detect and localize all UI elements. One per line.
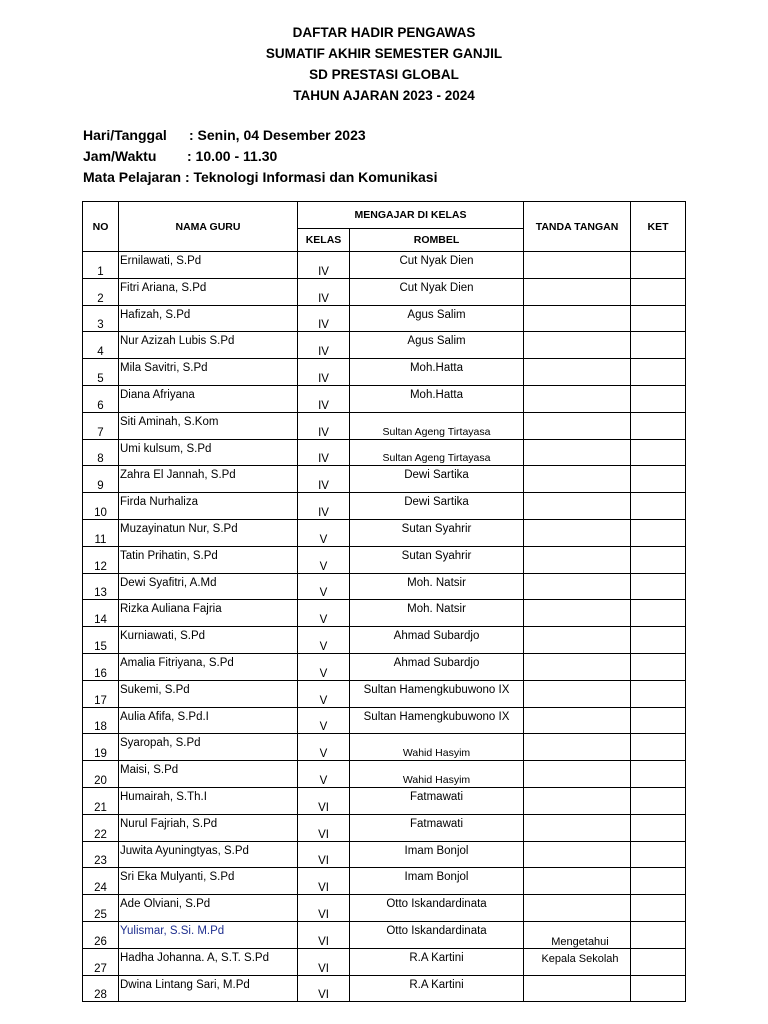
rombel-name: Moh.Hatta [350,359,524,386]
teacher-name: Nurul Fajriah, S.Pd [119,814,298,841]
rombel-name: Moh. Natsir [350,573,524,600]
teacher-name: Rizka Auliana Fajria [119,600,298,627]
teacher-name: Syaropah, S.Pd [119,734,298,761]
signature-cell [524,841,631,868]
table-header-row [83,202,686,229]
row-number: 17 [83,680,119,707]
class-level: VI [298,975,350,1002]
row-number: 22 [83,814,119,841]
time-value: : 10.00 - 11.30 [187,148,278,164]
signature-cell [524,305,631,332]
table-row [83,439,686,466]
class-level: VI [298,841,350,868]
class-level: V [298,519,350,546]
class-level: IV [298,332,350,359]
teacher-name: Firda Nurhaliza [119,493,298,520]
note-cell [631,305,686,332]
table-row [83,385,686,412]
row-number: 21 [83,787,119,814]
title-line-1: DAFTAR HADIR PENGAWAS [292,25,476,40]
teacher-name: Tatin Prihatin, S.Pd [119,546,298,573]
row-number: 26 [83,921,119,948]
note-cell [631,761,686,788]
teacher-name: Zahra El Jannah, S.Pd [119,466,298,493]
teacher-name: Mila Savitri, S.Pd [119,359,298,386]
class-level: V [298,600,350,627]
table-row [83,814,686,841]
row-number: 23 [83,841,119,868]
row-number: 1 [83,252,119,279]
note-cell [631,412,686,439]
row-number: 14 [83,600,119,627]
teacher-name: Ernilawati, S.Pd [119,252,298,279]
day-value: : Senin, 04 Desember 2023 [189,127,366,143]
table-row [83,519,686,546]
signature-block [500,934,660,968]
rombel-name: Sutan Syahrir [350,546,524,573]
class-level: IV [298,493,350,520]
rombel-name: Sutan Syahrir [350,519,524,546]
teacher-name: Yulismar, S.Si. M.Pd [119,921,298,948]
rombel-name: Wahid Hasyim [350,761,524,788]
table-row [83,412,686,439]
class-level: IV [298,305,350,332]
rombel-name: Fatmawati [350,787,524,814]
note-cell [631,493,686,520]
class-level: V [298,707,350,734]
signature-cell [524,627,631,654]
note-cell [631,653,686,680]
note-cell [631,439,686,466]
rombel-name: Dewi Sartika [350,466,524,493]
col-ket-header: KET [631,202,686,252]
row-number: 25 [83,895,119,922]
table-row [83,653,686,680]
note-cell [631,787,686,814]
col-name-header: NAMA GURU [119,202,298,252]
attendance-table [82,201,686,1002]
row-number: 7 [83,412,119,439]
note-cell [631,814,686,841]
table-row [83,600,686,627]
signature-cell [524,975,631,1002]
rombel-name: Wahid Hasyim [350,734,524,761]
class-level: VI [298,948,350,975]
acknowledged-label: Mengetahui [551,936,609,948]
note-cell [631,841,686,868]
rombel-name: Otto Iskandardinata [350,921,524,948]
table-row [83,787,686,814]
note-cell [631,573,686,600]
note-cell [631,868,686,895]
table-row [83,868,686,895]
signature-cell [524,439,631,466]
note-cell [631,600,686,627]
class-level: V [298,653,350,680]
teacher-name: Muzayinatun Nur, S.Pd [119,519,298,546]
note-cell [631,707,686,734]
class-level: IV [298,252,350,279]
signature-cell [524,734,631,761]
signature-cell [524,895,631,922]
class-level: VI [298,814,350,841]
rombel-name: Sultan Hamengkubuwono IX [350,707,524,734]
note-cell [631,359,686,386]
class-level: V [298,734,350,761]
signature-cell [524,519,631,546]
signature-cell [524,761,631,788]
table-body [83,252,686,1002]
teacher-name: Aulia Afifa, S.Pd.I [119,707,298,734]
row-number: 13 [83,573,119,600]
signature-cell [524,278,631,305]
note-cell [631,975,686,1002]
day-label: Hari/Tanggal [83,127,167,143]
col-no-header: NO [83,202,119,252]
signature-cell [524,600,631,627]
rombel-name: Agus Salim [350,332,524,359]
signature-cell [524,868,631,895]
note-cell [631,734,686,761]
class-level: IV [298,439,350,466]
table-row [83,975,686,1002]
day-row [83,125,437,146]
teacher-name: Sri Eka Mulyanti, S.Pd [119,868,298,895]
signature-cell [524,385,631,412]
document-title-block [0,22,768,106]
time-label: Jam/Waktu [83,148,157,164]
table-row [83,680,686,707]
rombel-name: Agus Salim [350,305,524,332]
rombel-name: R.A Kartini [350,975,524,1002]
signature-cell [524,814,631,841]
class-level: V [298,573,350,600]
title-line-3: SD PRESTASI GLOBAL [309,67,459,82]
signature-cell [524,707,631,734]
class-level: V [298,546,350,573]
table-row [83,734,686,761]
teacher-name: Umi kulsum, S.Pd [119,439,298,466]
class-level: VI [298,868,350,895]
table-row [83,359,686,386]
rombel-name: Cut Nyak Dien [350,252,524,279]
row-number: 18 [83,707,119,734]
class-level: V [298,627,350,654]
class-level: IV [298,466,350,493]
teacher-name: Sukemi, S.Pd [119,680,298,707]
rombel-name: Dewi Sartika [350,493,524,520]
col-rombel-header: ROMBEL [350,229,524,252]
rombel-name: Imam Bonjol [350,868,524,895]
row-number: 9 [83,466,119,493]
class-level: VI [298,921,350,948]
rombel-name: Moh. Natsir [350,600,524,627]
table-row [83,761,686,788]
class-level: VI [298,787,350,814]
teacher-name: Diana Afriyana [119,385,298,412]
teacher-name: Ade Olviani, S.Pd [119,895,298,922]
row-number: 4 [83,332,119,359]
signature-cell [524,573,631,600]
row-number: 28 [83,975,119,1002]
note-cell [631,278,686,305]
signature-cell [524,412,631,439]
note-cell [631,546,686,573]
class-level: V [298,761,350,788]
teacher-name: Kurniawati, S.Pd [119,627,298,654]
signature-cell [524,653,631,680]
teacher-name: Maisi, S.Pd [119,761,298,788]
row-number: 11 [83,519,119,546]
rombel-name: Imam Bonjol [350,841,524,868]
row-number: 24 [83,868,119,895]
row-number: 10 [83,493,119,520]
signature-cell [524,332,631,359]
table-row [83,841,686,868]
table-row [83,627,686,654]
principal-label: Kepala Sekolah [541,953,619,965]
title-line-2: SUMATIF AKHIR SEMESTER GANJIL [265,46,503,61]
row-number: 2 [83,278,119,305]
rombel-name: Moh.Hatta [350,385,524,412]
rombel-name: R.A Kartini [350,948,524,975]
note-cell [631,680,686,707]
row-number: 19 [83,734,119,761]
rombel-name: Cut Nyak Dien [350,278,524,305]
table-row [83,278,686,305]
signature-cell [524,680,631,707]
note-cell [631,332,686,359]
signature-cell [524,359,631,386]
signature-cell [524,546,631,573]
rombel-name: Ahmad Subardjo [350,627,524,654]
teacher-name: Siti Aminah, S.Kom [119,412,298,439]
exam-info [83,125,437,188]
note-cell [631,519,686,546]
rombel-name: Otto Iskandardinata [350,895,524,922]
row-number: 27 [83,948,119,975]
table-row [83,493,686,520]
row-number: 16 [83,653,119,680]
subject-row [83,167,437,188]
class-level: V [298,680,350,707]
row-number: 20 [83,761,119,788]
table-row [83,707,686,734]
time-row [83,146,437,167]
class-level: IV [298,278,350,305]
note-cell [631,385,686,412]
teacher-name: Humairah, S.Th.I [119,787,298,814]
subject-value: Mata Pelajaran : Teknologi Informasi dan Komunikasi [83,169,438,185]
class-level: IV [298,385,350,412]
table-row [83,466,686,493]
row-number: 12 [83,546,119,573]
table-row [83,252,686,279]
rombel-name: Sultan Ageng Tirtayasa [350,412,524,439]
signature-cell [524,493,631,520]
note-cell [631,627,686,654]
teacher-name: Amalia Fitriyana, S.Pd [119,653,298,680]
rombel-name: Sultan Ageng Tirtayasa [350,439,524,466]
row-number: 5 [83,359,119,386]
teacher-name: Fitri Ariana, S.Pd [119,278,298,305]
teacher-name: Nur Azizah Lubis S.Pd [119,332,298,359]
class-level: VI [298,895,350,922]
col-sign-header: TANDA TANGAN [524,202,631,252]
class-level: IV [298,359,350,386]
table-row [83,895,686,922]
note-cell [631,252,686,279]
rombel-name: Ahmad Subardjo [350,653,524,680]
signature-cell [524,787,631,814]
col-group-header: MENGAJAR DI KELAS [298,202,524,229]
class-level: IV [298,412,350,439]
teacher-name: Dewi Syafitri, A.Md [119,573,298,600]
rombel-name: Fatmawati [350,814,524,841]
note-cell [631,466,686,493]
teacher-name: Dwina Lintang Sari, M.Pd [119,975,298,1002]
teacher-name: Hafizah, S.Pd [119,305,298,332]
row-number: 8 [83,439,119,466]
table-row [83,305,686,332]
teacher-name: Juwita Ayuningtyas, S.Pd [119,841,298,868]
teacher-name: Hadha Johanna. A, S.T. S.Pd [119,948,298,975]
row-number: 3 [83,305,119,332]
row-number: 6 [83,385,119,412]
row-number: 15 [83,627,119,654]
table-row [83,546,686,573]
signature-cell [524,466,631,493]
note-cell [631,895,686,922]
table-row [83,332,686,359]
rombel-name: Sultan Hamengkubuwono IX [350,680,524,707]
table-row [83,573,686,600]
title-line-4: TAHUN AJARAN 2023 - 2024 [293,88,475,103]
col-kelas-header: KELAS [298,229,350,252]
signature-cell [524,252,631,279]
